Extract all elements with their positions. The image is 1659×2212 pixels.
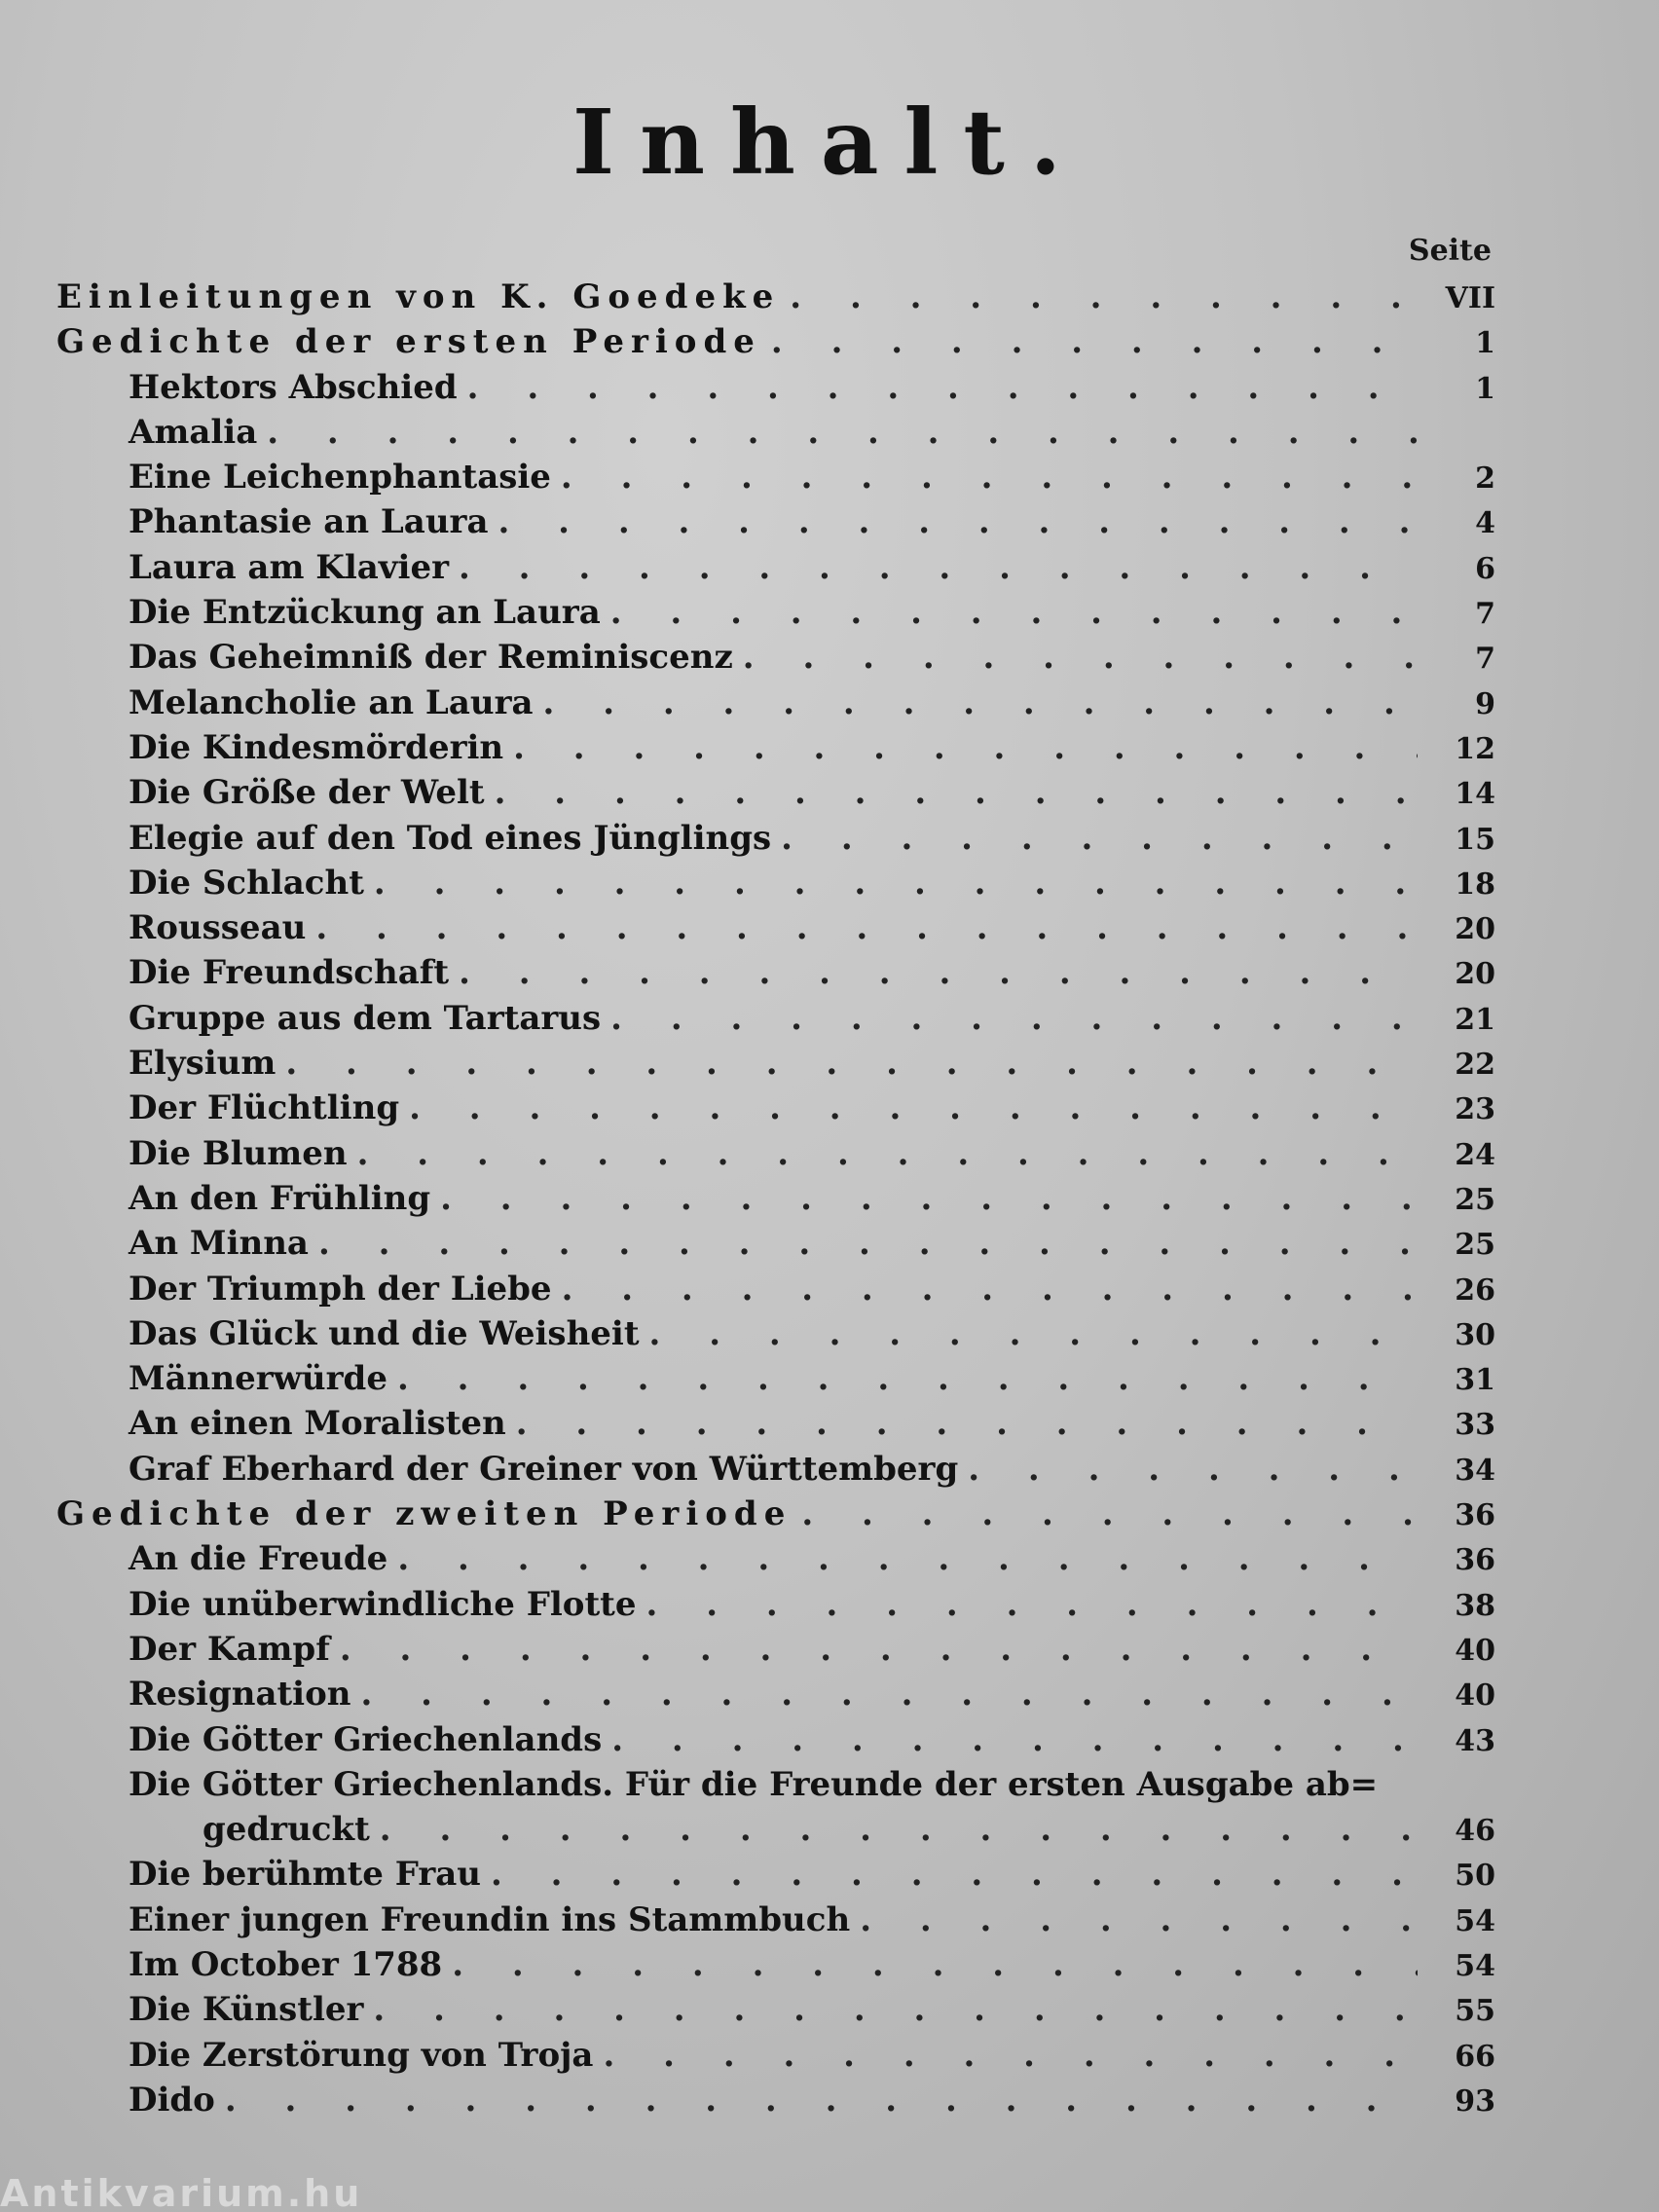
toc-entry-title: Der Kampf xyxy=(129,1629,330,1669)
dot-leader xyxy=(380,1807,1418,1852)
dot-leader xyxy=(340,1627,1418,1672)
toc-page-number: 6 xyxy=(1475,551,1495,586)
toc-entry-row xyxy=(56,499,1495,544)
dot-leader xyxy=(409,1086,1418,1130)
toc-page-number: 26 xyxy=(1455,1272,1495,1308)
dot-leader xyxy=(373,1987,1418,2032)
toc-entry-title: Einleitungen von K. Goedeke xyxy=(56,277,781,316)
toc-page-number: 33 xyxy=(1455,1408,1495,1443)
toc-entry-row xyxy=(56,2033,1495,2078)
toc-entry-title: Die Götter Griechenlands xyxy=(129,1719,603,1759)
toc-entry-row xyxy=(56,1311,1495,1356)
toc-entry-title: Rousseau xyxy=(129,908,307,948)
toc-entry-title: Die Götter Griechenlands. Für die Freunde der ersten Ausgabe ab= xyxy=(129,1764,1379,1804)
toc-entry-row xyxy=(56,816,1495,861)
dot-leader xyxy=(611,1717,1418,1762)
toc-page-number: 36 xyxy=(1455,1543,1495,1578)
toc-entry-title: Gedichte der zweiten Periode xyxy=(56,1494,793,1534)
dot-leader xyxy=(649,1311,1418,1356)
toc-entry-title: Die Freundschaft xyxy=(129,953,450,993)
toc-page-number: 7 xyxy=(1475,597,1495,632)
toc-entry-row xyxy=(56,770,1495,815)
toc-entry-title: Männerwürde xyxy=(129,1359,387,1399)
table-of-contents xyxy=(56,275,1495,2122)
dot-leader xyxy=(543,681,1418,725)
toc-page-number: 14 xyxy=(1455,777,1495,812)
toc-page-number: 20 xyxy=(1455,912,1495,947)
toc-entry-row xyxy=(56,1582,1495,1627)
toc-page-number: 38 xyxy=(1455,1588,1495,1623)
toc-page-number: 54 xyxy=(1455,1903,1495,1938)
toc-page-number: 54 xyxy=(1455,1948,1495,1983)
dot-leader xyxy=(610,590,1418,635)
toc-entry-row xyxy=(56,1401,1495,1446)
toc-page-number: 34 xyxy=(1455,1453,1495,1488)
toc-entry-title: Die unüberwindliche Flotte xyxy=(129,1584,637,1624)
toc-page-number: 4 xyxy=(1475,506,1495,541)
toc-page-number: 20 xyxy=(1455,957,1495,992)
dot-leader xyxy=(491,1852,1418,1897)
toc-entry-title: Die berühmte Frau xyxy=(129,1855,481,1895)
toc-entry-title: Dido xyxy=(129,2080,215,2120)
toc-page-number: 55 xyxy=(1455,1994,1495,2029)
toc-entry-title: Elegie auf den Tod eines Jünglings xyxy=(129,818,772,858)
toc-entry-row xyxy=(56,545,1495,590)
toc-page-number: 66 xyxy=(1455,2039,1495,2074)
toc-entry-title: Das Glück und die Weisheit xyxy=(129,1313,640,1353)
toc-page-number: 21 xyxy=(1455,1002,1495,1037)
dot-leader xyxy=(357,1131,1418,1176)
toc-entry-title: An einen Moralisten xyxy=(129,1404,506,1444)
toc-entry-row xyxy=(56,635,1495,680)
dot-leader xyxy=(498,499,1418,544)
dot-leader xyxy=(781,816,1418,861)
toc-page-number: 23 xyxy=(1455,1092,1495,1127)
toc-page-number: 9 xyxy=(1475,686,1495,721)
toc-entry-title: Gruppe aus dem Tartarus xyxy=(129,998,602,1038)
toc-entry-title: Die Schlacht xyxy=(129,863,364,903)
toc-entry-title: Resignation xyxy=(129,1675,351,1714)
dot-leader xyxy=(374,861,1418,905)
toc-entry-title: Der Flüchtling xyxy=(129,1088,400,1128)
dot-leader xyxy=(495,770,1418,815)
dot-leader xyxy=(397,1536,1418,1581)
toc-entry-row xyxy=(56,681,1495,725)
toc-entry-row xyxy=(56,950,1495,995)
toc-entry-title: Das Geheimniß der Reminiscenz xyxy=(129,638,733,678)
toc-entry-row xyxy=(56,1898,1495,1942)
toc-entry-row xyxy=(56,1447,1495,1492)
page-column-header: Seite xyxy=(1408,234,1492,268)
toc-entry-title: Im October 1788 xyxy=(129,1944,443,1984)
toc-section-row xyxy=(56,319,1495,364)
toc-section-row xyxy=(56,1492,1495,1536)
dot-leader xyxy=(646,1582,1418,1627)
toc-entry-title: An Minna xyxy=(129,1224,309,1264)
toc-page-number: 31 xyxy=(1455,1363,1495,1398)
toc-entry-row xyxy=(56,996,1495,1041)
toc-page-number: 40 xyxy=(1455,1633,1495,1668)
toc-entry-row xyxy=(56,1176,1495,1221)
dot-leader xyxy=(561,455,1418,499)
toc-entry-row xyxy=(56,410,1495,455)
toc-page-number: VII xyxy=(1445,281,1495,315)
toc-entry-row xyxy=(56,1807,1495,1852)
dot-leader xyxy=(459,545,1418,590)
toc-page-number: 25 xyxy=(1455,1182,1495,1217)
toc-entry-title: Phantasie an Laura xyxy=(129,502,489,542)
dot-leader xyxy=(267,410,1418,455)
toc-entry-title: An die Freude xyxy=(129,1539,388,1579)
dot-leader xyxy=(801,1492,1418,1536)
watermark: Antikvarium.hu xyxy=(0,2172,363,2212)
dot-leader xyxy=(790,275,1418,319)
toc-page-number: 22 xyxy=(1455,1048,1495,1083)
toc-page-number: 2 xyxy=(1475,461,1495,497)
toc-entry-row xyxy=(56,1086,1495,1130)
dot-leader xyxy=(610,996,1418,1041)
toc-entry-title: Gedichte der ersten Periode xyxy=(56,322,761,362)
toc-entry-row xyxy=(56,1221,1495,1266)
toc-entry-title: Die Blumen xyxy=(129,1133,348,1173)
toc-entry-title: Graf Eberhard der Greiner von Württemberg xyxy=(129,1449,959,1489)
dot-leader xyxy=(361,1672,1419,1716)
toc-page-number: 46 xyxy=(1455,1814,1495,1849)
toc-entry-row xyxy=(56,1267,1495,1311)
dot-leader xyxy=(225,2078,1418,2122)
toc-page-number: 1 xyxy=(1475,326,1495,361)
toc-entry-title: Eine Leichenphantasie xyxy=(129,458,551,498)
toc-entry-row xyxy=(56,2078,1495,2122)
toc-entry-row xyxy=(56,455,1495,499)
toc-page-number: 50 xyxy=(1455,1859,1495,1894)
toc-entry-row xyxy=(56,861,1495,905)
dot-leader xyxy=(743,635,1418,680)
toc-page-number: 30 xyxy=(1455,1317,1495,1352)
toc-entry-title: Hektors Abschied xyxy=(129,367,458,407)
toc-entry-title: An den Frühling xyxy=(129,1178,431,1218)
dot-leader xyxy=(315,905,1418,950)
toc-entry-title: Die Größe der Welt xyxy=(129,773,485,813)
toc-entry-title: Laura am Klavier xyxy=(129,547,449,587)
toc-entry-title: Die Entzückung an Laura xyxy=(129,593,601,633)
toc-page-number: 12 xyxy=(1455,731,1495,766)
toc-entry-row xyxy=(56,1762,1495,1807)
toc-entry-row xyxy=(56,725,1495,770)
toc-page-number: 43 xyxy=(1455,1723,1495,1758)
dot-leader xyxy=(459,950,1418,995)
toc-entry-row xyxy=(56,1672,1495,1716)
toc-entry-title: Der Triumph der Liebe xyxy=(129,1269,552,1309)
toc-entry-row xyxy=(56,1536,1495,1581)
toc-page-number: 1 xyxy=(1475,371,1495,406)
toc-entry-row xyxy=(56,1041,1495,1086)
toc-page-number: 36 xyxy=(1455,1498,1495,1533)
toc-entry-row xyxy=(56,365,1495,410)
toc-page-number: 24 xyxy=(1455,1137,1495,1172)
toc-entry-row xyxy=(56,1717,1495,1762)
toc-page-number: 25 xyxy=(1455,1228,1495,1263)
toc-page-number: 93 xyxy=(1455,2083,1495,2119)
dot-leader xyxy=(516,1401,1418,1446)
dot-leader xyxy=(318,1221,1418,1266)
dot-leader xyxy=(562,1267,1418,1311)
dot-leader xyxy=(860,1898,1418,1942)
toc-section-row xyxy=(56,275,1495,319)
toc-entry-row xyxy=(56,590,1495,635)
toc-page-number: 15 xyxy=(1455,822,1495,857)
dot-leader xyxy=(452,1942,1418,1987)
toc-entry-row xyxy=(56,905,1495,950)
dot-leader xyxy=(397,1356,1418,1401)
toc-page-number: 7 xyxy=(1475,642,1495,677)
toc-entry-row xyxy=(56,1852,1495,1897)
toc-page-number: 18 xyxy=(1455,866,1495,902)
toc-entry-title: Amalia xyxy=(129,412,258,452)
toc-entry-row xyxy=(56,1987,1495,2032)
toc-entry-title: Die Kindesmörderin xyxy=(129,727,504,767)
toc-entry-title: Einer jungen Freundin ins Stammbuch xyxy=(129,1899,851,1939)
dot-leader xyxy=(513,725,1418,770)
dot-leader xyxy=(467,365,1418,410)
toc-entry-row xyxy=(56,1131,1495,1176)
toc-entry-title: Elysium xyxy=(129,1044,276,1084)
toc-entry-title: Melancholie an Laura xyxy=(129,682,534,722)
dot-leader xyxy=(440,1176,1418,1221)
toc-entry-title: Die Zerstörung von Troja xyxy=(129,2035,594,2075)
toc-entry-row xyxy=(56,1356,1495,1401)
dot-leader xyxy=(771,319,1418,364)
page-title: Inhalt. xyxy=(572,90,1087,195)
dot-leader xyxy=(968,1447,1418,1492)
toc-entry-title: Die Künstler xyxy=(129,1990,364,2030)
toc-entry-title: gedruckt xyxy=(203,1810,370,1850)
toc-entry-row xyxy=(56,1627,1495,1672)
toc-entry-row xyxy=(56,1942,1495,1987)
dot-leader xyxy=(603,2033,1418,2078)
toc-page-number: 40 xyxy=(1455,1678,1495,1714)
dot-leader xyxy=(285,1041,1418,1086)
